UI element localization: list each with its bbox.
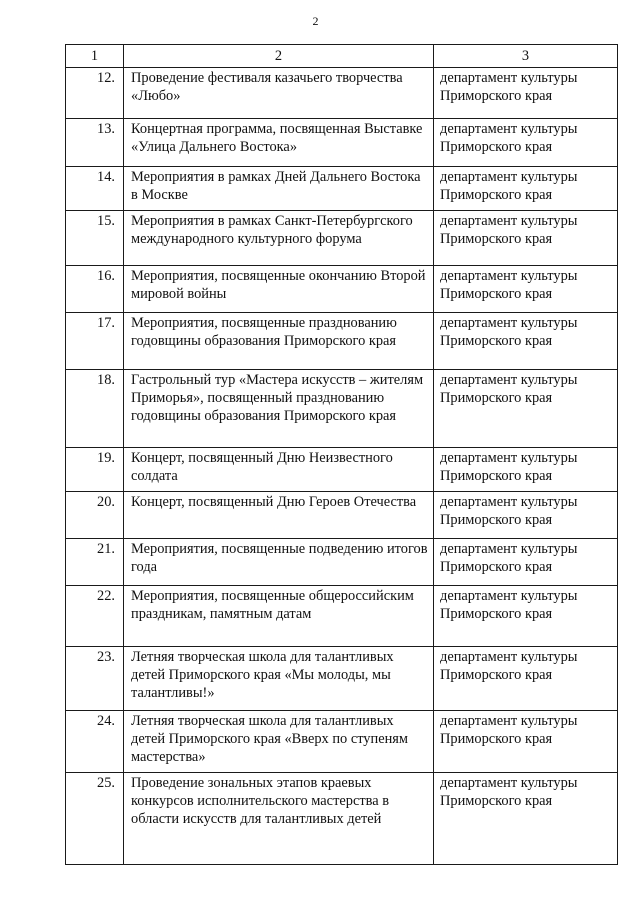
event-name-text: Мероприятия, посвященные общероссийским праздникам, памятным датам bbox=[131, 588, 414, 622]
department-text: департамент культуры Приморского края bbox=[440, 372, 578, 406]
table-row bbox=[66, 773, 618, 865]
department-text: департамент культуры Приморского края bbox=[440, 169, 578, 203]
table-row bbox=[66, 167, 618, 211]
event-name-text: Летняя творческая школа для талантливых детей Приморского края «Мы молоды, мы талантливы!» bbox=[131, 649, 394, 701]
event-name-cell bbox=[124, 370, 434, 448]
department-cell bbox=[434, 586, 618, 647]
table-row bbox=[66, 119, 618, 167]
department-cell bbox=[434, 711, 618, 773]
row-number-cell: 16. bbox=[66, 266, 124, 313]
department-cell bbox=[434, 68, 618, 119]
table-row bbox=[66, 370, 618, 448]
department-cell bbox=[434, 492, 618, 539]
event-name-cell bbox=[124, 313, 434, 370]
table-row bbox=[66, 492, 618, 539]
event-name-cell bbox=[124, 211, 434, 266]
department-text: департамент культуры Приморского края bbox=[440, 588, 578, 622]
event-name-text: Мероприятия, посвященные подведению итогов года bbox=[131, 541, 428, 575]
event-name-text: Гастрольный тур «Мастера искусств – жителям Приморья», посвященный празднованию годовщины образования Приморского края bbox=[131, 372, 424, 424]
department-text: департамент культуры Приморского края bbox=[440, 268, 578, 302]
department-text: департамент культуры Приморского края bbox=[440, 121, 578, 155]
event-name-cell bbox=[124, 711, 434, 773]
header-cell-department: 3 bbox=[434, 45, 618, 68]
event-name-cell bbox=[124, 492, 434, 539]
event-name-cell bbox=[124, 773, 434, 865]
department-cell bbox=[434, 647, 618, 711]
row-number-cell: 18. bbox=[66, 370, 124, 448]
event-name-text: Мероприятия, посвященные празднованию годовщины образования Приморского края bbox=[131, 315, 397, 349]
event-name-cell bbox=[124, 586, 434, 647]
table-row bbox=[66, 586, 618, 647]
header-cell-event: 2 bbox=[124, 45, 434, 68]
table-row bbox=[66, 211, 618, 266]
event-name-text: Мероприятия в рамках Дней Дальнего Востока в Москве bbox=[131, 169, 421, 203]
department-cell bbox=[434, 313, 618, 370]
event-name-text: Мероприятия, посвященные окончанию Второй мировой войны bbox=[131, 268, 426, 302]
events-table bbox=[65, 44, 618, 865]
table-row bbox=[66, 647, 618, 711]
department-text: департамент культуры Приморского края bbox=[440, 775, 578, 809]
table-row bbox=[66, 539, 618, 586]
event-name-cell bbox=[124, 539, 434, 586]
row-number-cell: 19. bbox=[66, 448, 124, 492]
table-row bbox=[66, 68, 618, 119]
row-number-cell: 22. bbox=[66, 586, 124, 647]
department-cell bbox=[434, 119, 618, 167]
row-number-cell: 12. bbox=[66, 68, 124, 119]
department-cell bbox=[434, 539, 618, 586]
department-cell bbox=[434, 266, 618, 313]
event-name-cell bbox=[124, 448, 434, 492]
page-number: 2 bbox=[312, 14, 319, 28]
department-text: департамент культуры Приморского края bbox=[440, 713, 578, 747]
event-name-text: Концертная программа, посвященная Выставке «Улица Дальнего Востока» bbox=[131, 121, 423, 155]
department-text: департамент культуры Приморского края bbox=[440, 450, 578, 484]
event-name-text: Концерт, посвященный Дню Неизвестного солдата bbox=[131, 450, 393, 484]
department-text: департамент культуры Приморского края bbox=[440, 541, 578, 575]
table-body bbox=[66, 45, 618, 865]
event-name-cell bbox=[124, 266, 434, 313]
row-number-cell: 23. bbox=[66, 647, 124, 711]
event-name-text: Мероприятия в рамках Санкт-Петербургского международного культурного форума bbox=[131, 213, 413, 247]
department-text: департамент культуры Приморского края bbox=[440, 315, 578, 349]
department-cell bbox=[434, 448, 618, 492]
event-name-text: Проведение фестиваля казачьего творчества «Любо» bbox=[131, 70, 403, 104]
event-name-cell bbox=[124, 647, 434, 711]
event-name-cell bbox=[124, 119, 434, 167]
row-number-cell: 13. bbox=[66, 119, 124, 167]
row-number-cell: 15. bbox=[66, 211, 124, 266]
event-name-text: Проведение зональных этапов краевых конкурсов исполнительского мастерства в области искусств для талантливых детей bbox=[131, 775, 390, 827]
row-number-cell: 21. bbox=[66, 539, 124, 586]
row-number-cell: 25. bbox=[66, 773, 124, 865]
row-number-cell: 20. bbox=[66, 492, 124, 539]
event-name-cell bbox=[124, 167, 434, 211]
table-row bbox=[66, 313, 618, 370]
event-name-text: Летняя творческая школа для талантливых детей Приморского края «Вверх по ступеням мастерства» bbox=[131, 713, 409, 765]
department-cell bbox=[434, 167, 618, 211]
table-row bbox=[66, 266, 618, 313]
department-cell bbox=[434, 773, 618, 865]
header-cell-number: 1 bbox=[66, 45, 124, 68]
department-text: департамент культуры Приморского края bbox=[440, 494, 578, 528]
department-text: департамент культуры Приморского края bbox=[440, 213, 578, 247]
table-header-row bbox=[66, 45, 618, 68]
event-name-text: Концерт, посвященный Дню Героев Отечества bbox=[131, 494, 417, 510]
row-number-cell: 24. bbox=[66, 711, 124, 773]
department-cell bbox=[434, 211, 618, 266]
table-row bbox=[66, 711, 618, 773]
department-text: департамент культуры Приморского края bbox=[440, 649, 578, 683]
department-cell bbox=[434, 370, 618, 448]
table-row bbox=[66, 448, 618, 492]
department-text: департамент культуры Приморского края bbox=[440, 70, 578, 104]
row-number-cell: 17. bbox=[66, 313, 124, 370]
row-number-cell: 14. bbox=[66, 167, 124, 211]
event-name-cell bbox=[124, 68, 434, 119]
